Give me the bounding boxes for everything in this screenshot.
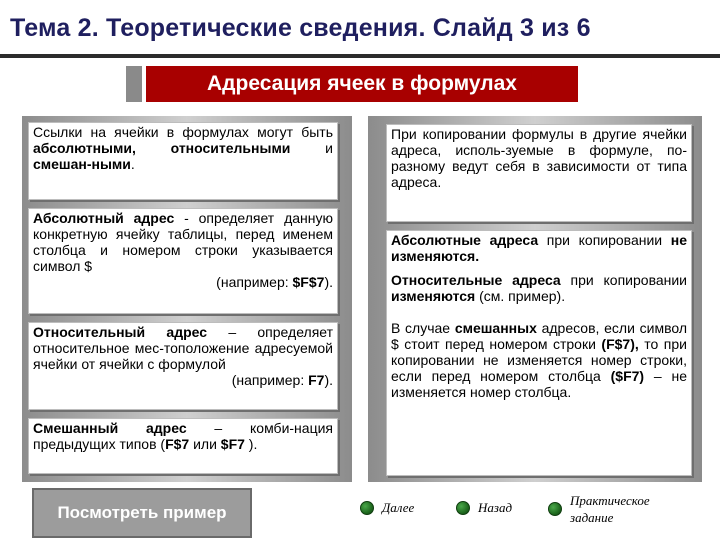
view-example-button[interactable] [32, 488, 252, 538]
right-card-behavior: Абсолютные адреса при копировании не изменяются. Относительные адреса при копировании изменяются (см. пример). В случае смешанных адресов, если символ $ стоит перед номером строки (F$7), то при копировании не изменяется номер строки, если перед номером столбца ($F7) – не изменяется номер столбца. [386, 230, 692, 476]
right-card-intro: При копировании формулы в другие ячейки адреса, исполь-зуемые в формуле, по-разному ведут себя в зависимости от типа адреса. [386, 124, 692, 222]
next-label: Далее [382, 500, 415, 515]
next-link[interactable] [360, 500, 414, 516]
green-bullet-icon [548, 502, 562, 516]
title-divider [0, 54, 720, 58]
practice-task-label: Практическое задание [570, 493, 650, 525]
green-bullet-icon [456, 501, 470, 515]
left-card-absolute: Абсолютный адрес - определяет данную конкретную ячейку таблицы, перед именем столбца и номером строки указывается символ $ (например: $F$7). [28, 208, 338, 314]
left-card-mixed: Смешанный адрес – комби-нация предыдущих типов (F$7 или $F7 ). [28, 418, 338, 474]
green-bullet-icon [360, 501, 374, 515]
banner-accent [126, 66, 142, 102]
practice-task-link[interactable] [548, 492, 650, 526]
slide-title: Тема 2. Теоретические сведения. Слайд 3 из 6 [10, 14, 591, 42]
back-link[interactable] [456, 500, 512, 516]
back-label: Назад [478, 500, 513, 515]
section-banner: Адресация ячеек в формулах [146, 66, 578, 102]
left-card-relative: Относительный адрес – определяет относительное мес-тоположение адресуемой ячейки от ячейки с формулой (например: F7). [28, 322, 338, 410]
view-example-label: Посмотреть пример [57, 503, 227, 522]
left-card-intro: Ссылки на ячейки в формулах могут быть абсолютными, относительными и смешан-ными. [28, 122, 338, 200]
